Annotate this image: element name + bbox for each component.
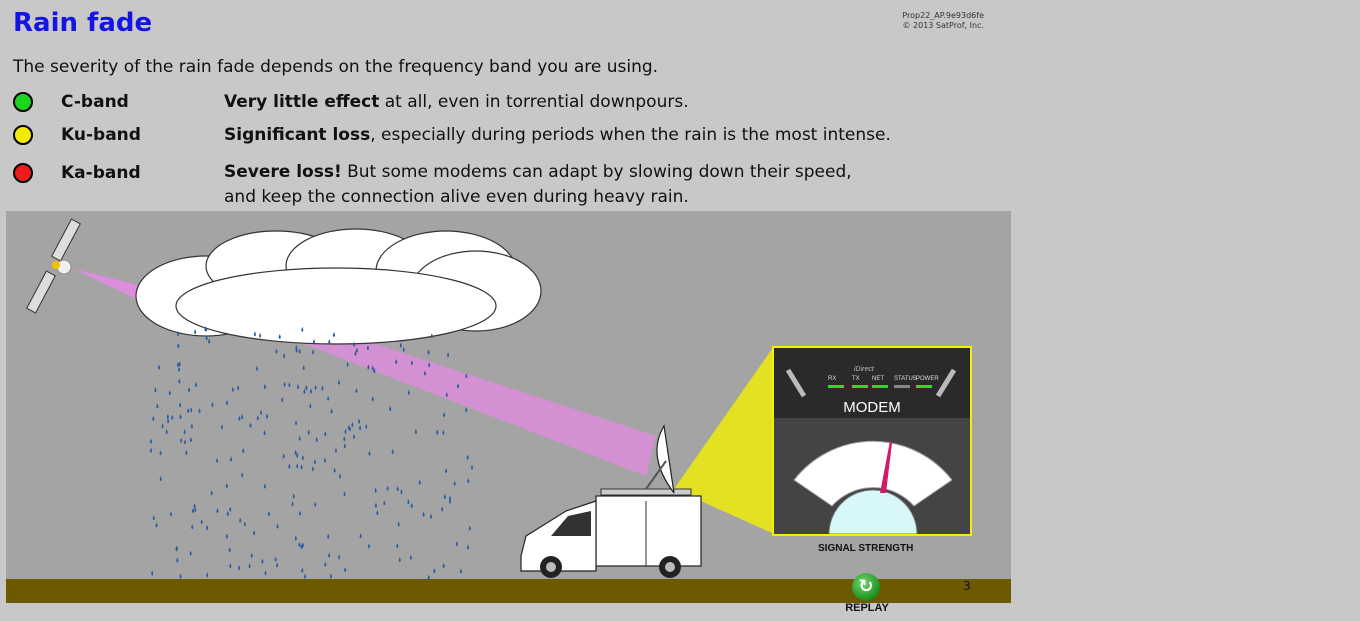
rain-drop — [151, 571, 153, 576]
rain-drop — [264, 484, 266, 489]
rain-drop — [375, 488, 377, 493]
rain-drop — [179, 361, 181, 366]
replay-button[interactable] — [838, 573, 896, 619]
rain-drop — [295, 536, 297, 541]
rain-drop — [334, 468, 336, 473]
rain-drop — [276, 562, 278, 567]
copyright-line: © 2013 SatProf, Inc. — [902, 21, 984, 30]
band-detail: , especially during periods when the rain is the most intense. — [370, 125, 891, 145]
rain-drop — [339, 474, 341, 479]
rain-drop — [179, 402, 181, 407]
modem-indicator-label: RX — [828, 376, 837, 382]
rain-drop — [166, 429, 168, 434]
rain-drop — [261, 559, 263, 564]
rain-drop — [150, 448, 152, 453]
rain-drop — [324, 458, 326, 463]
rain-drop — [444, 494, 446, 499]
rain-drop — [264, 430, 266, 435]
modem-led — [894, 385, 910, 388]
rain-drop — [268, 511, 270, 516]
rain-drop — [275, 557, 277, 562]
rain-drop — [238, 416, 240, 421]
rain-drop — [443, 412, 445, 417]
rain-drop — [410, 555, 412, 560]
rain-drop — [403, 347, 405, 352]
rain-drop — [216, 458, 218, 463]
rain-drop — [153, 515, 155, 520]
rain-drop — [264, 384, 266, 389]
rain-drop — [230, 456, 232, 461]
rain-drop — [343, 436, 345, 441]
satellite-icon — [27, 219, 81, 313]
modem-panel — [772, 346, 972, 536]
rain-drop — [442, 430, 444, 435]
rain-drop — [428, 349, 430, 354]
rain-drop — [368, 451, 370, 456]
rain-drop — [195, 382, 197, 387]
rain-drop — [338, 380, 340, 385]
rain-drop — [194, 503, 196, 508]
rain-drop — [305, 385, 307, 390]
rain-drop — [376, 510, 378, 515]
rain-drop — [312, 466, 314, 471]
replay-icon[interactable]: ↻ — [852, 573, 880, 601]
rain-drop — [433, 568, 435, 573]
rain-drop — [171, 415, 173, 420]
rain-drop — [419, 480, 421, 485]
rain-drop — [237, 385, 239, 390]
rain-drop — [310, 389, 312, 394]
rain-drop — [160, 450, 162, 455]
modem-led — [916, 385, 932, 388]
copyright-notice — [860, 11, 984, 31]
rain-drop — [184, 429, 186, 434]
modem-indicator-label: TX — [852, 376, 860, 382]
band-description — [224, 123, 984, 148]
rain-drop — [407, 499, 409, 504]
rain-drop — [241, 414, 243, 419]
rain-drop — [229, 547, 231, 552]
rain-drop — [345, 429, 347, 434]
rain-drop — [162, 423, 164, 428]
rain-drop — [324, 431, 326, 436]
rain-drop — [400, 489, 402, 494]
rain-drop — [169, 390, 171, 395]
rain-drop — [188, 387, 190, 392]
rain-drop — [241, 472, 243, 477]
rain-drop — [232, 387, 234, 392]
rain-drop — [316, 437, 318, 442]
rain-drop — [359, 425, 361, 430]
page-number: 3 — [963, 579, 971, 593]
rain-drop — [441, 506, 443, 511]
rain-drop — [177, 343, 179, 348]
rain-drop — [180, 574, 182, 579]
rain-drop — [208, 339, 210, 344]
rain-drop — [335, 448, 337, 453]
rain-drop — [249, 423, 251, 428]
modem-led — [852, 385, 868, 388]
rain-drop — [308, 430, 310, 435]
intro-text: The severity of the rain fade depends on the frequency band you are using. — [13, 57, 659, 77]
rain-drop — [283, 353, 285, 358]
rain-drop — [179, 414, 181, 419]
modem-indicator-leds — [828, 385, 932, 388]
rain-drop — [256, 366, 258, 371]
rain-drop — [324, 562, 326, 567]
rain-drop — [396, 543, 398, 548]
rain-drop — [170, 511, 172, 516]
rain-drop — [242, 448, 244, 453]
rain-drop — [160, 476, 162, 481]
rain-drop — [465, 407, 467, 412]
rain-drop — [211, 402, 213, 407]
rain-drop — [156, 403, 158, 408]
rain-drop — [372, 396, 374, 401]
rain-drop — [398, 522, 400, 527]
rain-drop — [297, 384, 299, 389]
rain-drop — [436, 430, 438, 435]
rain-drop — [415, 429, 417, 434]
band-name: C-band — [61, 92, 129, 112]
rain-drop — [328, 553, 330, 558]
rain-drop — [327, 396, 329, 401]
rain-drop — [201, 519, 203, 524]
rain-drop — [312, 349, 314, 354]
rain-drop — [397, 486, 399, 491]
rain-drop — [358, 419, 360, 424]
rain-drop — [244, 521, 246, 526]
rain-drop — [423, 512, 425, 517]
rain-drop — [383, 500, 385, 505]
band-detail: But some modems can adapt by slowing down their speed, — [341, 162, 852, 182]
rain-drop — [178, 367, 180, 372]
rain-drop — [185, 450, 187, 455]
rain-drop — [190, 437, 192, 442]
rain-drop — [469, 526, 471, 531]
replay-label: REPLAY — [845, 602, 889, 614]
rain-drop — [284, 382, 286, 387]
rain-drop — [296, 463, 298, 468]
rain-drop — [360, 533, 362, 538]
rain-drop — [303, 365, 305, 370]
band-description — [224, 90, 984, 115]
rain-drop — [154, 387, 156, 392]
rain-drop — [199, 408, 201, 413]
rain-drop — [238, 565, 240, 570]
rain-drop — [180, 438, 182, 443]
rain-drop — [301, 568, 303, 573]
modem-indicator-label: STATUS — [894, 376, 917, 382]
modem-led — [828, 385, 844, 388]
rain-drop — [344, 443, 346, 448]
rain-drop — [368, 543, 370, 548]
rain-drop — [288, 382, 290, 387]
rain-drop — [445, 468, 447, 473]
rain-drop — [266, 414, 268, 419]
ku-band-indicator-icon — [13, 125, 33, 145]
rain-drop — [447, 352, 449, 357]
rain-drop — [392, 449, 394, 454]
rain-drop — [460, 568, 462, 573]
rain-drop — [229, 563, 231, 568]
rain-drop — [338, 554, 340, 559]
rain-drop — [347, 362, 349, 367]
rain-drop — [411, 503, 413, 508]
band-name: Ku-band — [61, 125, 141, 145]
rain-drop — [299, 436, 301, 441]
rain-drop — [303, 389, 305, 394]
rain-drop — [408, 390, 410, 395]
rain-drop — [399, 557, 401, 562]
rain-drop — [467, 478, 469, 483]
rain-drop — [184, 439, 186, 444]
doc-id: Prop22_AP.9e93d6fe — [902, 11, 984, 20]
rain-drop — [150, 439, 152, 444]
rain-drop — [167, 414, 169, 419]
rain-drop — [331, 409, 333, 414]
page-title: Rain fade — [13, 8, 153, 38]
modem-brand: iDirect — [854, 366, 874, 373]
modem-led — [872, 385, 888, 388]
rain-drop — [302, 542, 304, 547]
rain-drop — [226, 483, 228, 488]
rain-drop — [227, 511, 229, 516]
rain-drop — [348, 425, 350, 430]
rain-drop — [295, 450, 297, 455]
rain-drop — [216, 508, 218, 513]
beam-upper — [74, 269, 146, 299]
rain-drop — [467, 545, 469, 550]
van-icon — [521, 489, 701, 578]
rain-drop — [353, 434, 355, 439]
rain-drop — [190, 407, 192, 412]
rain-drop — [295, 420, 297, 425]
rain-drop — [309, 403, 311, 408]
rain-drop — [206, 572, 208, 577]
modem-title: MODEM — [843, 399, 901, 416]
band-effect: Very little effect — [224, 92, 380, 112]
band-detail: at all, even in torrential downpours. — [379, 92, 689, 112]
band-effect: Severe loss! — [224, 162, 342, 182]
band-name: Ka-band — [61, 163, 141, 183]
rain-drop — [355, 388, 357, 393]
rain-drop — [249, 563, 251, 568]
rain-drop — [152, 416, 154, 421]
band-effect: Significant loss — [224, 125, 371, 145]
rain-drop — [430, 514, 432, 519]
rain-drop — [428, 575, 430, 580]
rain-drop — [226, 400, 228, 405]
rain-drop — [299, 349, 301, 354]
rain-drop — [375, 503, 377, 508]
rain-drop — [264, 570, 266, 575]
rain-drop — [365, 424, 367, 429]
rain-drop — [443, 563, 445, 568]
rain-drop — [301, 464, 303, 469]
signal-strength-label: SIGNAL STRENGTH — [818, 543, 914, 554]
rain-drop — [293, 494, 295, 499]
rain-drop — [253, 530, 255, 535]
rain-drop — [314, 502, 316, 507]
cloud-icon — [136, 229, 541, 344]
rain-drop — [156, 523, 158, 528]
rain-drop — [400, 343, 402, 348]
rain-drop — [304, 574, 306, 579]
rain-drop — [292, 501, 294, 506]
rain-drop — [187, 408, 189, 413]
rain-drop — [167, 418, 169, 423]
modem-indicator-label: POWER — [916, 376, 939, 382]
rain-drop — [229, 507, 231, 512]
rain-drop — [283, 453, 285, 458]
c-band-indicator-icon — [13, 92, 33, 112]
rain-drop — [190, 551, 192, 556]
rain-drop — [178, 379, 180, 384]
rain-drop — [239, 518, 241, 523]
rain-drop — [277, 524, 279, 529]
rain-drop — [191, 424, 193, 429]
rain-drop — [275, 349, 277, 354]
rain-drop — [456, 541, 458, 546]
rain-drop — [298, 542, 300, 547]
rain-drop — [344, 567, 346, 572]
rain-drop — [315, 385, 317, 390]
rain-drop — [281, 397, 283, 402]
band-detail-line2: and keep the connection alive even during heavy rain. — [224, 187, 689, 207]
rain-drop — [192, 508, 194, 513]
rain-drop — [471, 465, 473, 470]
rain-drop — [158, 365, 160, 370]
modem-indicator-label: NET — [872, 376, 884, 382]
rain-drop — [211, 490, 213, 495]
rain-drop — [260, 410, 262, 415]
rain-drop — [191, 524, 193, 529]
rain-drop — [327, 534, 329, 539]
rain-drop — [299, 511, 301, 516]
rain-drop — [321, 386, 323, 391]
rain-drop — [314, 459, 316, 464]
band-description — [224, 160, 984, 210]
rain-drop — [226, 534, 228, 539]
rain-drop — [206, 525, 208, 530]
rain-drop — [177, 362, 179, 367]
rain-drop — [387, 486, 389, 491]
rain-drop — [330, 573, 332, 578]
rain-drop — [288, 464, 290, 469]
rain-drop — [389, 406, 391, 411]
rain-drop — [257, 415, 259, 420]
rain-drop — [344, 491, 346, 496]
rain-drop — [221, 424, 223, 429]
rain-drop — [454, 481, 456, 486]
rain-drop — [251, 553, 253, 558]
rain-drop — [302, 455, 304, 460]
ka-band-indicator-icon — [13, 163, 33, 183]
rain-drop — [351, 422, 353, 427]
rain-drop — [467, 455, 469, 460]
rain-drop — [176, 558, 178, 563]
